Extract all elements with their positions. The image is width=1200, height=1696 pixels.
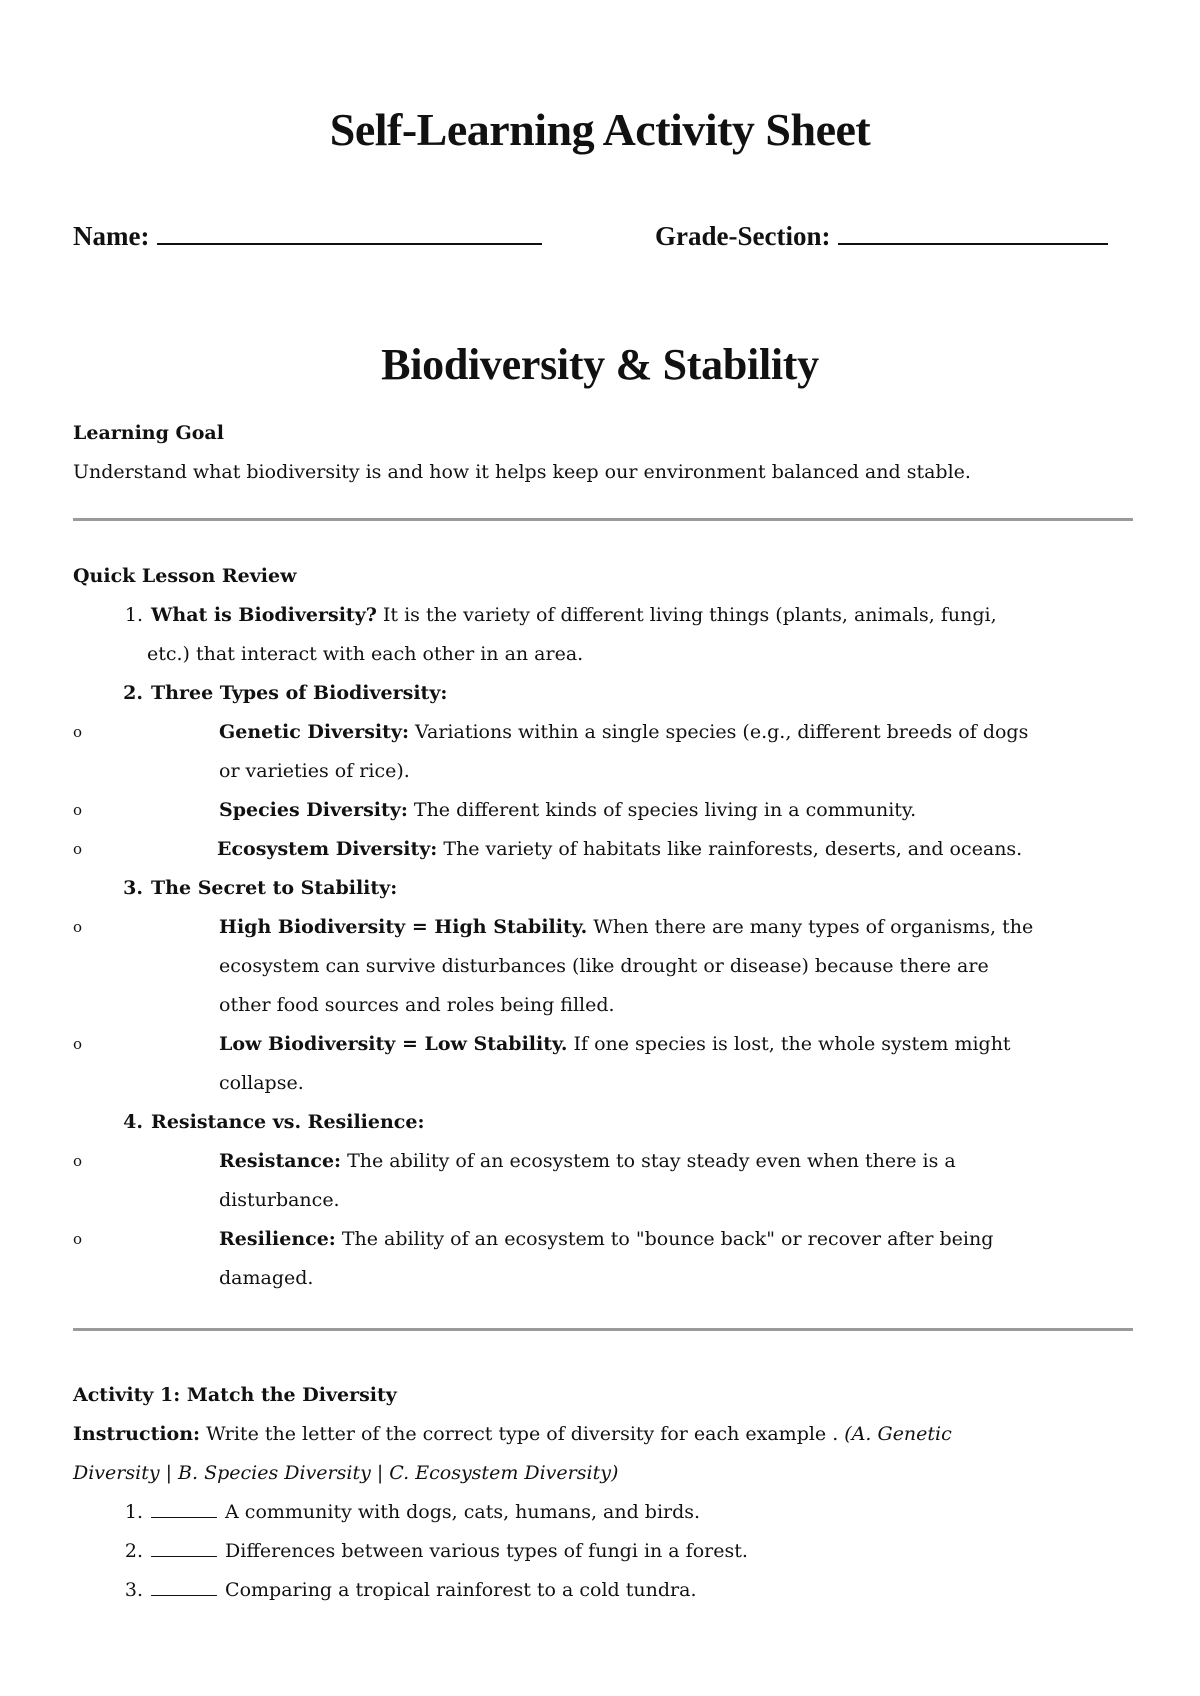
activity-item-1 [103, 1493, 700, 1532]
high-biodiversity-text: When there are many types of organisms, the [587, 916, 1034, 938]
low-biodiversity-text: If one species is lost, the whole system might [567, 1033, 1011, 1055]
list-number: 1. [124, 604, 143, 626]
activity-item-3-text: Comparing a tropical rainforest to a cold tundra. [225, 1579, 697, 1601]
learning-goal-heading: Learning Goal [73, 422, 224, 444]
resilience-text-cont: damaged. [219, 1267, 314, 1289]
genetic-diversity-text-cont: or varieties of rice). [219, 760, 410, 782]
high-biodiversity-term: High Biodiversity = High Stability. [219, 916, 588, 938]
resilience-term: Resilience: [219, 1228, 336, 1250]
list-number: 2. [124, 1540, 143, 1562]
learning-goal-text: Understand what biodiversity is and how it helps keep our environment balanced and stable. [73, 461, 971, 483]
answer-blank[interactable] [151, 1536, 217, 1557]
bullet-marker: o [73, 1035, 83, 1053]
bullet-marker: o [73, 918, 83, 936]
review-item-1-text-cont: etc.) that interact with each other in an area. [147, 643, 584, 665]
review-item-3 [103, 869, 397, 908]
instruction-choices: (A. Genetic [844, 1423, 952, 1445]
high-biodiversity-text-cont: other food sources and roles being filled. [219, 994, 615, 1016]
activity-item-3 [103, 1571, 696, 1610]
instruction-text: Write the letter of the correct type of diversity for each example . [200, 1423, 845, 1445]
review-item-4 [103, 1103, 424, 1142]
sheet-title: Self-Learning Activity Sheet [329, 104, 871, 155]
resistance-term: Resistance: [219, 1150, 342, 1172]
bullet-marker: o [73, 723, 83, 741]
resistance-text-cont: disturbance. [219, 1189, 340, 1211]
ecosystem-diversity-text: The variety of habitats like rainforests, deserts, and oceans. [437, 838, 1023, 860]
sheet-body [73, 0, 1133, 1696]
ecosystem-diversity-term: Ecosystem Diversity: [217, 838, 438, 860]
species-diversity-term: Species Diversity: [219, 799, 408, 821]
review-item-2 [103, 674, 447, 713]
answer-blank[interactable] [151, 1497, 217, 1518]
list-number: 3. [123, 877, 143, 899]
bullet-marker: o [73, 840, 83, 858]
activity-item-2 [103, 1532, 748, 1571]
grade-section-label: Grade-Section: [655, 221, 831, 251]
list-number: 4. [123, 1111, 143, 1133]
high-biodiversity-text-cont: ecosystem can survive disturbances (like drought or disease) because there are [219, 955, 989, 977]
low-biodiversity-term: Low Biodiversity = Low Stability. [219, 1033, 568, 1055]
review-item-1-text: It is the variety of different living things (plants, animals, fungi, [376, 604, 997, 626]
list-number: 2. [123, 682, 143, 704]
species-diversity-text: The different kinds of species living in a community. [407, 799, 917, 821]
list-number: 3. [124, 1579, 143, 1601]
name-label: Name: [73, 221, 150, 251]
low-biodiversity-text-cont: collapse. [219, 1072, 304, 1094]
instruction-choices-cont: Diversity | B. Species Diversity | C. Ecosystem Diversity) [73, 1462, 619, 1484]
section-divider [73, 1328, 1133, 1331]
bullet-marker: o [73, 801, 83, 819]
high-biodiversity-item [219, 908, 1033, 947]
resistance-text: The ability of an ecosystem to stay steady even when there is a [341, 1150, 956, 1172]
review-item-2-heading: Three Types of Biodiversity: [151, 682, 448, 704]
instruction-label: Instruction: [73, 1423, 201, 1445]
activity-item-2-text: Differences between various types of fungi in a forest. [225, 1540, 748, 1562]
bullet-marker: o [73, 1230, 83, 1248]
answer-blank[interactable] [151, 1575, 217, 1596]
topic-title: Biodiversity & Stability [381, 340, 819, 389]
resilience-item [219, 1220, 993, 1259]
ecosystem-diversity-item [217, 830, 1022, 869]
activity-item-1-text: A community with dogs, cats, humans, and birds. [225, 1501, 701, 1523]
species-diversity-item [219, 791, 916, 830]
genetic-diversity-term: Genetic Diversity: [219, 721, 409, 743]
genetic-diversity-text: Variations within a single species (e.g., different breeds of dogs [408, 721, 1029, 743]
resistance-item [219, 1142, 956, 1181]
review-item-3-heading: The Secret to Stability: [151, 877, 398, 899]
list-number: 1. [124, 1501, 143, 1523]
review-heading: Quick Lesson Review [73, 565, 297, 587]
bullet-marker: o [73, 1152, 83, 1170]
low-biodiversity-item [219, 1025, 1011, 1064]
resilience-text: The ability of an ecosystem to "bounce back" or recover after being [335, 1228, 994, 1250]
review-item-1-term: What is Biodiversity? [151, 604, 377, 626]
review-item-4-heading: Resistance vs. Resilience: [151, 1111, 425, 1133]
genetic-diversity-item [219, 713, 1028, 752]
review-item-1 [103, 596, 997, 635]
activity-1-heading: Activity 1: Match the Diversity [73, 1384, 397, 1406]
activity-1-instruction [73, 1415, 952, 1454]
section-divider [73, 518, 1133, 521]
